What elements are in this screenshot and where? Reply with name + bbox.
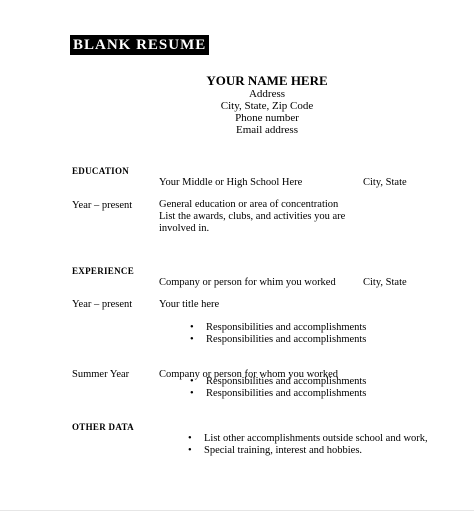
email-line: Email address	[235, 124, 298, 136]
list-item: • Responsibilities and accomplishments	[190, 376, 366, 388]
education-section-title: EDUCATION	[72, 166, 130, 176]
job2-date: Summer Year	[72, 369, 130, 380]
applicant-name: YOUR NAME HERE	[206, 73, 328, 88]
education-location: City, State	[363, 177, 407, 188]
experience-section-title: EXPERIENCE	[72, 266, 135, 276]
list-item: • Responsibilities and accomplishments	[190, 322, 366, 334]
job1-date: Year – present	[72, 299, 133, 310]
job1-title: Your title here	[159, 299, 220, 310]
education-detail-line: General education or area of concentration	[159, 199, 339, 210]
other-data-bullets	[188, 433, 428, 457]
city-state-zip-line: City, State, Zip Code	[220, 100, 314, 112]
education-details	[159, 199, 345, 235]
job1-bullets	[190, 322, 366, 346]
list-item: • Special training, interest and hobbies.	[188, 445, 428, 457]
job2-company: Company or person for whom you worked	[159, 369, 339, 380]
job2-bullets	[190, 364, 366, 400]
job1-company: Company or person for whim you worked	[159, 277, 336, 288]
page-bottom-divider	[0, 510, 474, 511]
education-school: Your Middle or High School Here	[159, 177, 303, 188]
education-detail-line: involved in.	[159, 223, 210, 234]
other-data-section-title: OTHER DATA	[72, 422, 134, 432]
document-banner: BLANK RESUME	[70, 35, 209, 55]
phone-line: Phone number	[235, 112, 299, 124]
education-detail-line: List the awards, clubs, and activities you are	[159, 211, 346, 222]
list-item: • Responsibilities and accomplishments	[190, 334, 366, 346]
education-date: Year – present	[72, 200, 133, 211]
job1-location: City, State	[363, 277, 407, 288]
address-line: Address	[248, 88, 286, 100]
list-item: • Responsibilities and accomplishments	[190, 388, 366, 400]
resume-header	[0, 73, 474, 136]
list-item: • List other accomplishments outside school and work,	[188, 433, 428, 445]
